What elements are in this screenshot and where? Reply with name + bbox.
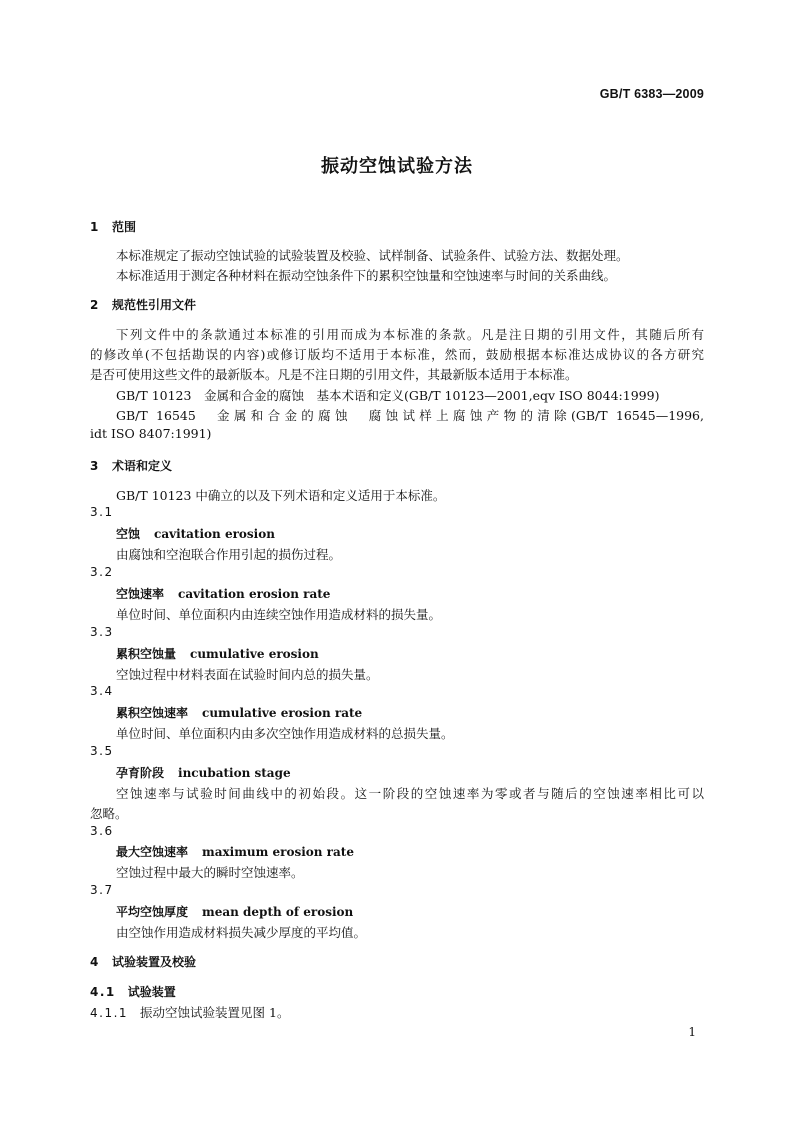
section-number: 2 — [90, 298, 99, 312]
term-definition: 空蚀过程中材料表面在试验时间内总的损失量。 — [116, 667, 379, 682]
section-number: 1 — [90, 220, 99, 234]
term-en: cumulative erosion rate — [202, 706, 363, 720]
section-title: 术语和定义 — [112, 459, 173, 473]
term-number: 3.6 — [90, 824, 114, 838]
section-number: 4 — [90, 955, 99, 969]
clause-4-1-1 — [90, 1003, 289, 1021]
section-title: 规范性引用文件 — [112, 298, 197, 312]
section-1-para-2: 本标准适用于测定各种材料在振动空蚀条件下的累积空蚀量和空蚀速率与时间的关系曲线。 — [116, 268, 617, 283]
normative-reference-1: GB/T 10123 金属和合金的腐蚀 基本术语和定义(GB/T 10123—2001,eqv ISO 8044:1999) — [116, 388, 660, 403]
section-title: 范围 — [112, 220, 137, 234]
term-en: mean depth of erosion — [202, 905, 354, 919]
subsection-4-1-heading — [90, 983, 176, 1000]
section-3-intro: GB/T 10123 中确立的以及下列术语和定义适用于本标准。 — [116, 488, 446, 503]
term-heading — [116, 704, 362, 721]
subsection-title: 试验装置 — [127, 985, 176, 999]
section-2-heading — [90, 296, 196, 313]
clause-number: 4.1.1 — [90, 1006, 129, 1020]
section-1-para-1: 本标准规定了振动空蚀试验的试验装置及校验、试样制备、试验条件、试验方法、数据处理。 — [116, 248, 629, 263]
term-number: 3.2 — [90, 565, 114, 579]
term-zh: 最大空蚀速率 — [116, 845, 189, 859]
term-zh: 累积空蚀量 — [116, 647, 177, 661]
term-definition: 单位时间、单位面积内由连续空蚀作用造成材料的损失量。 — [116, 607, 442, 622]
document-title: 振动空蚀试验方法 — [321, 156, 473, 177]
term-number: 3.3 — [90, 625, 114, 639]
section-2-para-line-3: 是否可使用这些文件的最新版本。凡是不注日期的引用文件，其最新版本适用于本标准。 — [90, 367, 578, 382]
term-number: 3.5 — [90, 744, 114, 758]
section-4-heading — [90, 953, 196, 970]
section-number: 3 — [90, 459, 99, 473]
section-1-heading — [90, 218, 136, 235]
term-zh: 空蚀速率 — [116, 587, 165, 601]
section-2-para-line-2: 的修改单(不包括勘误的内容)或修订版均不适用于本标准，然而，鼓励根据本标准达成协议的各方研究 — [90, 347, 704, 362]
term-definition: 空蚀过程中最大的瞬时空蚀速率。 — [116, 865, 304, 880]
term-heading — [116, 903, 353, 920]
term-definition: 单位时间、单位面积内由多次空蚀作用造成材料的总损失量。 — [116, 726, 454, 741]
term-en: incubation stage — [178, 766, 291, 780]
term-number: 3.1 — [90, 505, 114, 519]
term-definition: 空蚀速率与试验时间曲线中的初始段。这一阶段的空蚀速率为零或者与随后的空蚀速率相比可以 — [116, 786, 704, 801]
normative-reference-2-line-1: GB/T 16545 金属和合金的腐蚀 腐蚀试样上腐蚀产物的清除(GB/T 16545—1996, — [116, 408, 704, 423]
term-en: cavitation erosion rate — [178, 587, 331, 601]
term-number: 3.7 — [90, 883, 114, 897]
term-heading — [116, 645, 319, 662]
term-en: cavitation erosion — [154, 527, 275, 541]
term-en: maximum erosion rate — [202, 845, 354, 859]
term-zh: 累积空蚀速率 — [116, 706, 189, 720]
term-en: cumulative erosion — [190, 647, 319, 661]
subsection-number: 4.1 — [90, 985, 116, 999]
term-number: 3.4 — [90, 684, 114, 698]
page-number: 1 — [688, 1025, 696, 1039]
term-heading — [116, 585, 330, 602]
section-title: 试验装置及校验 — [112, 955, 197, 969]
term-definition: 由空蚀作用造成材料损失减少厚度的平均值。 — [116, 925, 367, 940]
term-definition: 由腐蚀和空泡联合作用引起的损伤过程。 — [116, 547, 342, 562]
clause-text: 振动空蚀试验装置见图 1。 — [140, 1005, 290, 1020]
term-zh: 空蚀 — [116, 527, 141, 541]
term-definition-continued: 忽略。 — [90, 806, 128, 821]
standard-code: GB/T 6383—2009 — [599, 87, 704, 101]
term-heading — [116, 764, 291, 781]
section-3-heading — [90, 457, 172, 474]
term-heading — [116, 525, 275, 542]
term-zh: 平均空蚀厚度 — [116, 905, 189, 919]
normative-reference-2-line-2: idt ISO 8407:1991) — [90, 426, 212, 441]
term-heading — [116, 843, 354, 860]
section-2-para-line-1: 下列文件中的条款通过本标准的引用而成为本标准的条款。凡是注日期的引用文件，其随后所有 — [116, 327, 704, 342]
term-zh: 孕育阶段 — [116, 766, 165, 780]
